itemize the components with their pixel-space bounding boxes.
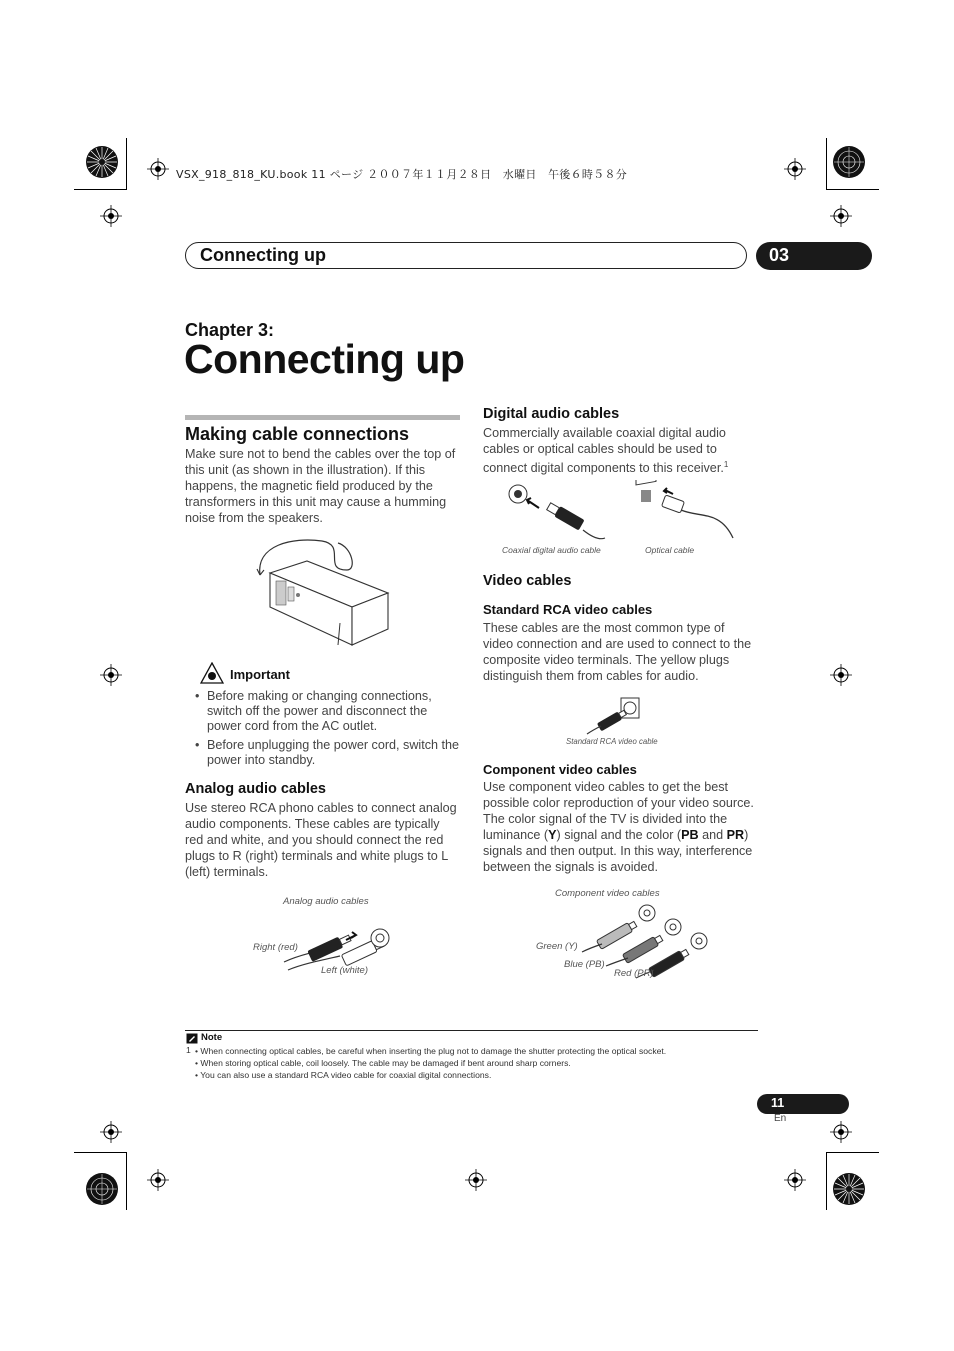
analog-label-left: Left (white) (321, 965, 368, 976)
analog-caption: Analog audio cables (283, 896, 369, 907)
video-heading: Video cables (483, 573, 572, 589)
component-caption: Component video cables (555, 888, 660, 899)
making-connections-text: Make sure not to bend the cables over the top of this unit (as shown in the illustration). If this happens, the magnetic field produced by the transformers in this unit may cause a humming noise from the speakers. (185, 447, 456, 525)
registration-mark-icon (784, 158, 806, 180)
color-rosette-icon (832, 1172, 866, 1206)
rca-caption: Standard RCA video cable (566, 737, 658, 746)
component-heading: Component video cables (483, 762, 637, 777)
color-rosette-icon (85, 1172, 119, 1206)
component-text-part: ) signals and then output. In this way, interference between the signals is avoided. (483, 828, 753, 874)
digital-body: Commercially available coaxial digital audio cables or optical cables should be used to connect digital components to this receiver. (483, 426, 726, 476)
rca-cable-illustration (585, 694, 645, 736)
registration-mark-icon (147, 158, 169, 180)
pb-signal: PB (681, 828, 699, 842)
analog-heading: Analog audio cables (185, 781, 326, 797)
note-list (195, 1045, 666, 1081)
chapter-number: 03 (769, 245, 790, 265)
list-item: • You can also use a standard RCA video cable for coaxial digital connections. (195, 1070, 492, 1080)
registration-mark-icon (100, 1121, 122, 1143)
important-list (185, 689, 465, 772)
list-item: • Before unplugging the power cord, switch the power into standby. (185, 738, 465, 768)
important-label: Important (230, 667, 290, 682)
registration-mark-icon (830, 1121, 852, 1143)
registration-mark-icon (100, 205, 122, 227)
coax-caption: Coaxial digital audio cable (502, 545, 601, 555)
print-metadata: VSX_918_818_KU.book 11 ページ ２００７年１１月２８日 水曜日 午後６時５８分 (176, 168, 628, 181)
warning-icon (200, 662, 224, 684)
crop-mark (826, 1152, 879, 1153)
color-rosette-icon (85, 145, 119, 179)
crop-mark (826, 189, 879, 190)
registration-mark-icon (465, 1169, 487, 1191)
chapter-title: Connecting up (184, 336, 465, 382)
crop-mark (74, 1152, 127, 1153)
rca-text: These cables are the most common type of video connection and are used to connect to the composite video terminals. The yellow plugs distinguish them from cables for audio. (483, 621, 752, 683)
component-label-green: Green (Y) (536, 941, 578, 952)
crop-mark (826, 138, 827, 190)
crop-mark (826, 1152, 827, 1210)
rca-heading: Standard RCA video cables (483, 602, 653, 617)
page-language: En (774, 1113, 787, 1124)
chapter-label: Chapter 3: (185, 320, 275, 340)
footnote-ref: 1 (723, 460, 729, 469)
page-number: 11 (771, 1096, 785, 1110)
component-text-part: ) signal and the color ( (556, 828, 682, 842)
analog-label-right: Right (red) (253, 942, 298, 953)
list-item: • When connecting optical cables, be careful when inserting the plug not to damage the shutter protecting the optical socket. (195, 1046, 667, 1056)
list-item: • Before making or changing connections, switch off the power and disconnect the power cord from the AC outlet. (185, 689, 465, 734)
pr-signal: PR (726, 828, 745, 842)
registration-mark-icon (147, 1169, 169, 1191)
optical-caption: Optical cable (645, 545, 695, 555)
y-signal: Y (548, 828, 557, 842)
registration-mark-icon (830, 205, 852, 227)
component-label-red: Red (PR) (614, 968, 654, 979)
crop-mark (74, 189, 127, 190)
list-item: • When storing optical cable, coil loosely. The cable may be damaged if bent around sharp corners. (195, 1058, 571, 1068)
crop-mark (126, 138, 127, 190)
note-number: 1 (186, 1045, 191, 1055)
making-connections-heading: Making cable connections (185, 424, 410, 444)
digital-heading: Digital audio cables (483, 406, 620, 422)
note-rule (185, 1030, 758, 1031)
running-header-title: Connecting up (200, 245, 326, 265)
note-icon (186, 1033, 198, 1044)
digital-cable-illustration (505, 480, 745, 542)
crop-mark (126, 1152, 127, 1210)
component-text-part: and (698, 828, 727, 842)
component-label-blue: Blue (PB) (564, 959, 605, 970)
component-text (483, 779, 758, 875)
registration-mark-icon (100, 664, 122, 686)
registration-mark-icon (830, 664, 852, 686)
receiver-cable-illustration (252, 535, 392, 647)
digital-text (483, 425, 755, 476)
color-rosette-icon (832, 145, 866, 179)
section-rule (185, 415, 460, 420)
registration-mark-icon (784, 1169, 806, 1191)
analog-text: Use stereo RCA phono cables to connect analog audio components. These cables are typically red and white, and you should connect the red plugs to R (right) terminals and white plugs to L (left) terminals. (185, 801, 457, 879)
note-label: Note (201, 1032, 223, 1043)
component-text-part: Use component video cables to get the best possible color reproduction of your video source. The color signal of the TV is divided into the luminance ( (483, 780, 754, 842)
